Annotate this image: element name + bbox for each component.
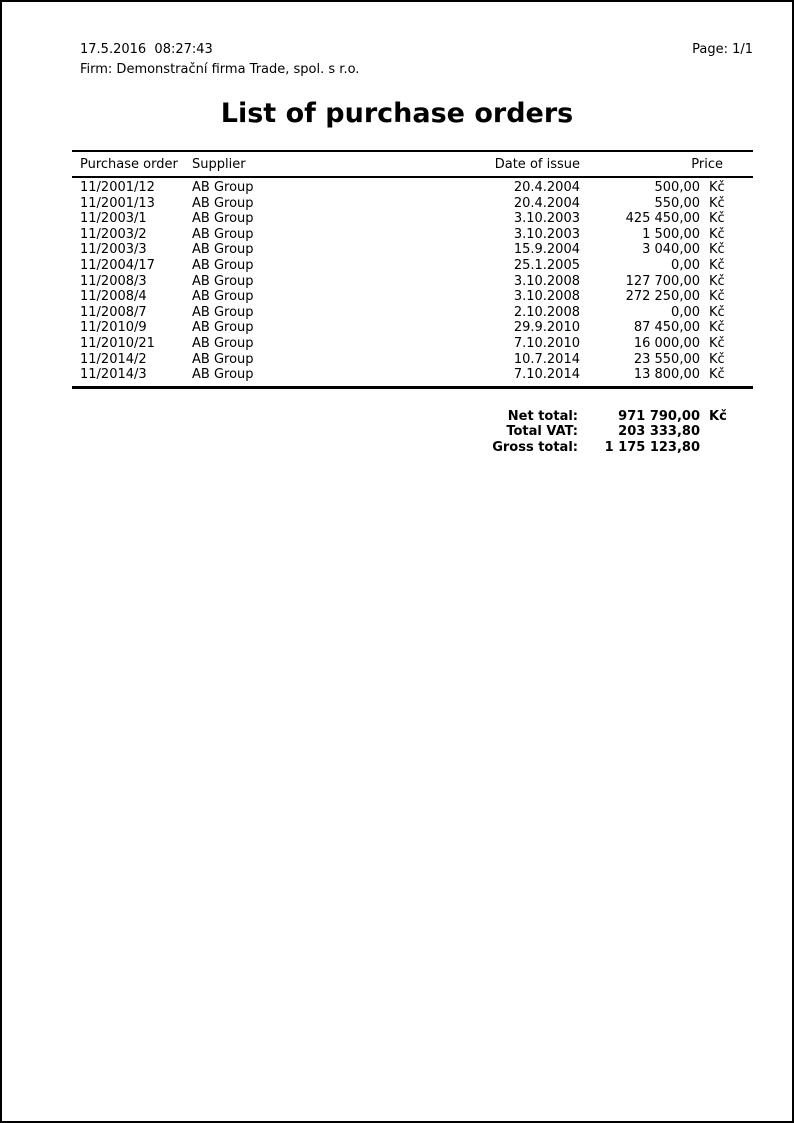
total-currency [700,440,730,456]
cell-price: 23 550,00 [633,351,700,367]
cell-supplier: AB Group [192,273,254,289]
cell-price: 127 700,00 [625,273,700,289]
report-firm: Firm: Demonstrační firma Trade, spol. s r.o. [80,62,360,77]
totals-section [72,409,753,456]
cell-currency: Kč [709,351,725,367]
cell-supplier: AB Group [192,351,254,367]
cell-currency: Kč [709,257,725,273]
report-header-left [80,40,359,80]
cell-currency: Kč [709,180,725,195]
table-row [72,305,753,321]
cell-supplier: AB Group [192,367,254,383]
cell-date-of-issue: 20.4.2004 [513,180,580,195]
cell-purchase-order: 11/2014/2 [80,351,147,367]
column-header-supplier: Supplier [192,157,246,172]
cell-supplier: AB Group [192,242,254,258]
cell-date-of-issue: 3.10.2003 [513,211,580,227]
table-row [72,367,753,383]
total-row [72,440,753,456]
cell-currency: Kč [709,367,725,383]
cell-date-of-issue: 2.10.2008 [513,304,580,320]
cell-purchase-order: 11/2003/1 [80,211,147,227]
cell-purchase-order: 11/2008/4 [80,289,147,305]
cell-date-of-issue: 29.9.2010 [513,320,580,336]
cell-purchase-order: 11/2003/3 [80,242,147,258]
cell-price: 87 450,00 [633,320,700,336]
cell-price: 0,00 [671,257,700,273]
table-row [72,242,753,258]
cell-purchase-order: 11/2001/12 [80,180,155,195]
table-row [72,258,753,274]
total-label: Net total: [507,408,578,424]
cell-date-of-issue: 10.7.2014 [513,351,580,367]
cell-purchase-order: 11/2008/7 [80,304,147,320]
cell-date-of-issue: 20.4.2004 [513,195,580,211]
report-header [80,40,753,80]
page-title: List of purchase orders [220,98,574,129]
page-number-label: Page: 1/1 [692,42,753,57]
table-row [72,227,753,243]
table-row [72,196,753,212]
total-currency [700,424,730,440]
cell-date-of-issue: 15.9.2004 [513,242,580,258]
table-body [72,178,753,389]
cell-date-of-issue: 3.10.2003 [513,226,580,242]
cell-date-of-issue: 3.10.2008 [513,289,580,305]
report-datetime: 17.5.2016 08:27:43 [80,42,213,57]
cell-currency: Kč [709,211,725,227]
table-row [72,180,753,196]
cell-price: 1 500,00 [642,226,700,242]
table-row [72,289,753,305]
column-header-price: Price [691,157,723,172]
cell-purchase-order: 11/2003/2 [80,226,147,242]
table-row [72,274,753,290]
cell-currency: Kč [709,273,725,289]
cell-date-of-issue: 25.1.2005 [513,257,580,273]
cell-supplier: AB Group [192,211,254,227]
cell-date-of-issue: 7.10.2010 [513,335,580,351]
cell-price: 500,00 [654,180,700,195]
table-row [72,352,753,368]
cell-supplier: AB Group [192,320,254,336]
cell-supplier: AB Group [192,226,254,242]
cell-currency: Kč [709,226,725,242]
cell-supplier: AB Group [192,180,254,195]
cell-purchase-order: 11/2014/3 [80,367,147,383]
cell-purchase-order: 11/2010/21 [80,335,155,351]
table-row [72,320,753,336]
cell-purchase-order: 11/2001/13 [80,195,155,211]
cell-purchase-order: 11/2008/3 [80,273,147,289]
cell-price: 0,00 [671,304,700,320]
table-row [72,336,753,352]
total-row [72,409,753,425]
total-currency: Kč [709,408,727,424]
total-label: Total VAT: [506,424,578,440]
cell-price: 13 800,00 [633,367,700,383]
cell-price: 550,00 [654,195,700,211]
purchase-orders-table [72,150,753,389]
cell-price: 3 040,00 [642,242,700,258]
cell-currency: Kč [709,242,725,258]
total-value: 203 333,80 [618,424,700,440]
cell-currency: Kč [709,320,725,336]
cell-supplier: AB Group [192,289,254,305]
cell-price: 425 450,00 [625,211,700,227]
cell-purchase-order: 11/2004/17 [80,257,155,273]
cell-supplier: AB Group [192,304,254,320]
cell-supplier: AB Group [192,257,254,273]
total-value: 1 175 123,80 [604,439,700,455]
table-row [72,211,753,227]
total-row [72,424,753,440]
cell-currency: Kč [709,304,725,320]
cell-currency: Kč [709,335,725,351]
cell-supplier: AB Group [192,195,254,211]
total-label: Gross total: [492,439,578,455]
column-header-date-of-issue: Date of issue [494,157,580,172]
cell-purchase-order: 11/2010/9 [80,320,147,336]
total-value: 971 790,00 [618,408,700,424]
cell-currency: Kč [709,289,725,305]
column-header-purchase-order: Purchase order [80,157,178,172]
cell-currency: Kč [709,195,725,211]
cell-price: 16 000,00 [633,335,700,351]
cell-date-of-issue: 7.10.2014 [513,367,580,383]
table-header-row [72,150,753,178]
cell-price: 272 250,00 [625,289,700,305]
cell-date-of-issue: 3.10.2008 [513,273,580,289]
cell-supplier: AB Group [192,335,254,351]
